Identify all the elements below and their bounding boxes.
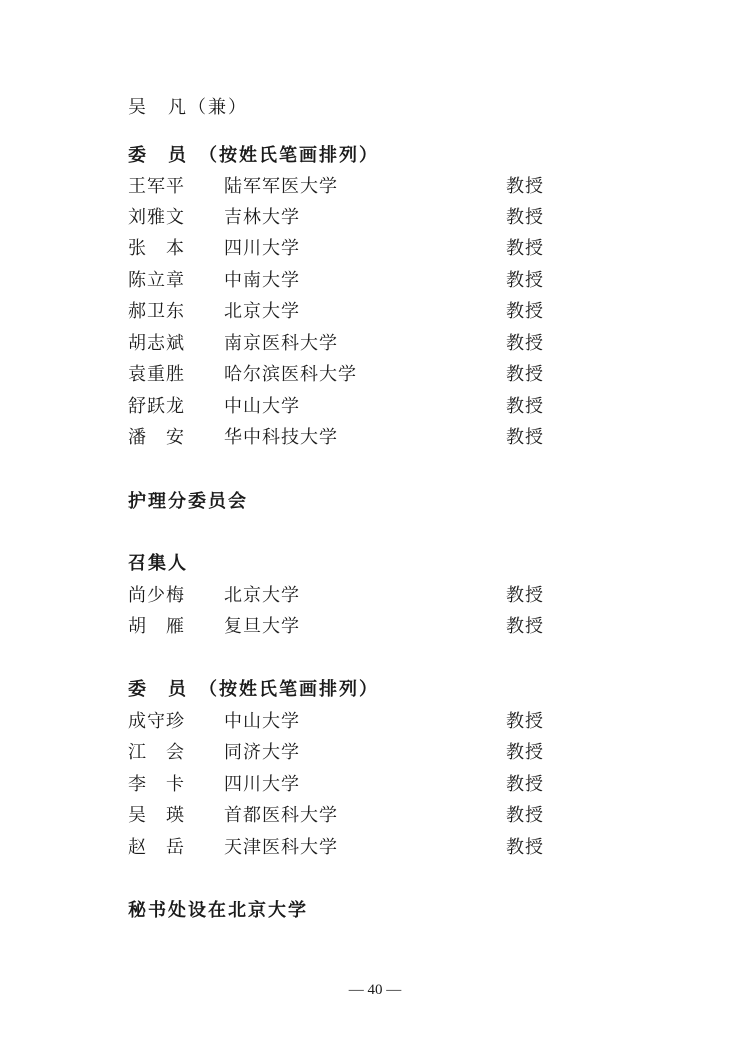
member-title: 教授 <box>506 837 544 858</box>
member-name: 成守珍 <box>128 711 185 732</box>
member-institution: 四川大学 <box>224 774 300 795</box>
continued-member-line: 吴 凡（兼） <box>128 97 248 118</box>
committee-title: 护理分委员会 <box>128 491 248 512</box>
member-institution: 南京医科大学 <box>224 333 338 354</box>
page-number: — 40 — <box>348 982 402 998</box>
member-title: 教授 <box>506 176 544 197</box>
member-institution: 陆军军医大学 <box>224 176 338 197</box>
member-title: 教授 <box>506 270 544 291</box>
member-institution: 中南大学 <box>224 270 300 291</box>
member-institution: 北京大学 <box>224 585 300 606</box>
member-title: 教授 <box>506 774 544 795</box>
member-title: 教授 <box>506 427 544 448</box>
member-title: 教授 <box>506 396 544 417</box>
member-name: 赵 岳 <box>128 837 185 858</box>
member-name: 尚少梅 <box>128 585 185 606</box>
convener-heading: 召集人 <box>128 553 188 574</box>
member-row <box>128 801 568 831</box>
member-row <box>128 707 568 737</box>
member-institution: 同济大学 <box>224 742 300 763</box>
member-title: 教授 <box>506 301 544 322</box>
member-institution: 吉林大学 <box>224 207 300 228</box>
member-row <box>128 581 568 611</box>
members-heading: 委 员 （按姓氏笔画排列） <box>128 679 379 700</box>
member-row <box>128 172 568 202</box>
member-name: 潘 安 <box>128 427 185 448</box>
member-row <box>128 360 568 390</box>
member-name: 舒跃龙 <box>128 396 185 417</box>
member-name: 刘雅文 <box>128 207 185 228</box>
member-row <box>128 833 568 863</box>
member-institution: 华中科技大学 <box>224 427 338 448</box>
member-title: 教授 <box>506 805 544 826</box>
member-institution: 首都医科大学 <box>224 805 338 826</box>
member-row <box>128 266 568 296</box>
member-name: 袁重胜 <box>128 364 185 385</box>
member-name: 胡志斌 <box>128 333 185 354</box>
member-institution: 哈尔滨医科大学 <box>224 364 357 385</box>
member-institution: 天津医科大学 <box>224 837 338 858</box>
member-name: 张 本 <box>128 238 185 259</box>
members-heading: 委 员 （按姓氏笔画排列） <box>128 145 379 166</box>
member-name: 王军平 <box>128 176 185 197</box>
member-title: 教授 <box>506 333 544 354</box>
secretariat-note: 秘书处设在北京大学 <box>128 900 308 921</box>
member-title: 教授 <box>506 616 544 637</box>
member-institution: 北京大学 <box>224 301 300 322</box>
member-row <box>128 423 568 453</box>
member-name: 李 卡 <box>128 774 185 795</box>
member-row <box>128 770 568 800</box>
member-name: 吴 瑛 <box>128 805 185 826</box>
member-row <box>128 234 568 264</box>
member-row <box>128 297 568 327</box>
member-row <box>128 612 568 642</box>
member-row <box>128 738 568 768</box>
member-title: 教授 <box>506 711 544 732</box>
member-institution: 复旦大学 <box>224 616 300 637</box>
member-institution: 中山大学 <box>224 396 300 417</box>
member-institution: 中山大学 <box>224 711 300 732</box>
member-name: 胡 雁 <box>128 616 185 637</box>
member-institution: 四川大学 <box>224 238 300 259</box>
member-name: 郝卫东 <box>128 301 185 322</box>
member-row <box>128 203 568 233</box>
member-name: 江 会 <box>128 742 185 763</box>
member-row <box>128 329 568 359</box>
member-row <box>128 392 568 422</box>
member-title: 教授 <box>506 364 544 385</box>
member-title: 教授 <box>506 207 544 228</box>
member-title: 教授 <box>506 742 544 763</box>
member-name: 陈立章 <box>128 270 185 291</box>
member-title: 教授 <box>506 585 544 606</box>
member-title: 教授 <box>506 238 544 259</box>
